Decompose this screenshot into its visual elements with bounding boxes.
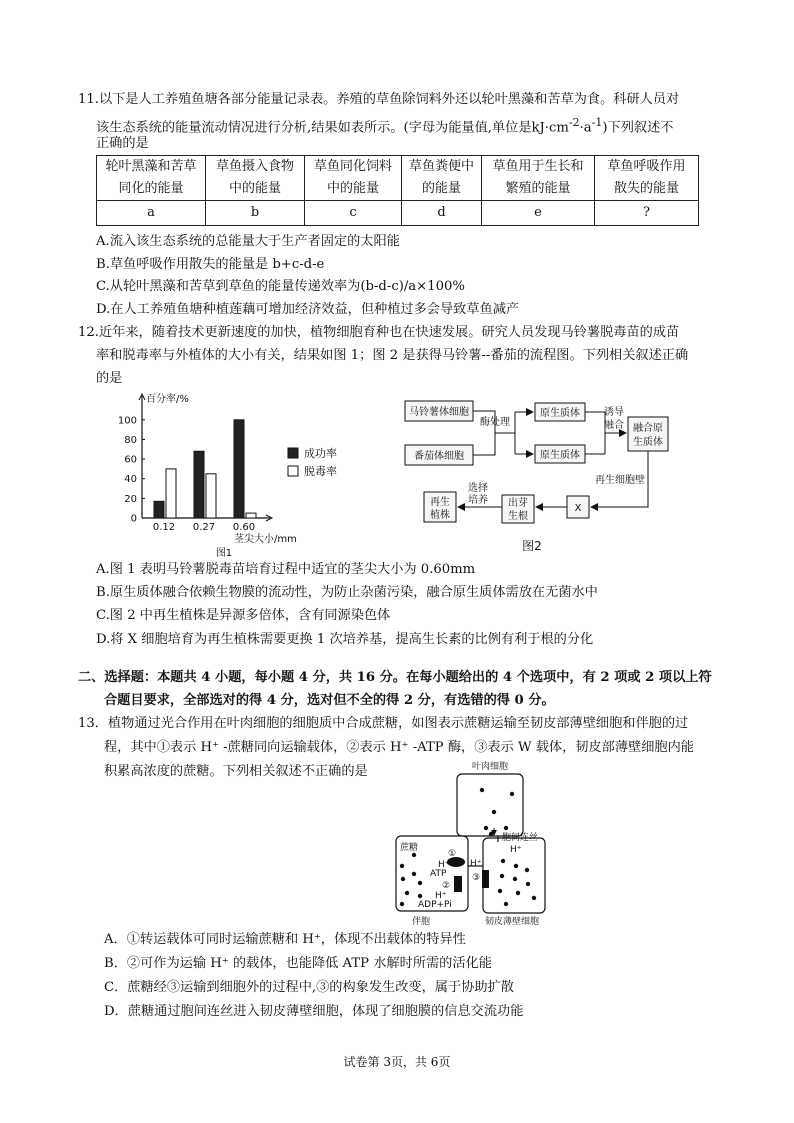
q11-unit-sup1: -2	[568, 116, 580, 129]
fig2-fusion-label: 融合	[604, 420, 624, 431]
x-tick-label: 0.27	[192, 522, 216, 533]
adp-label: ADP+Pi	[418, 900, 452, 910]
fig2-protoplast-label-2: 原生质体	[540, 450, 580, 461]
fig2-induce-label: 诱导	[604, 407, 624, 418]
q12-option-b: B.原生质体融合依赖生物膜的流动性，为防止杂菌污染，融合原生质体需放在无菌水中	[96, 585, 598, 600]
fig2-plant-label-1: 再生	[430, 497, 450, 508]
q13-option-d: D．蔗糖通过胞间连丝进入韧皮薄壁细胞，体现了细胞膜的信息交流功能	[104, 1004, 524, 1019]
energy-table-cell: c	[305, 201, 402, 226]
bar-detox	[246, 513, 256, 518]
flow-line	[585, 412, 605, 454]
energy-table-cell: b	[206, 201, 305, 226]
x-tick-label: 0.60	[232, 522, 256, 533]
fig2-protoplast-label-1: 原生质体	[540, 408, 580, 419]
section2-instructions-line2: 合题目要求，全部选对的得 4 分，选对但不全的得 2 分，有选错的得 0 分。	[104, 693, 555, 708]
q13-option-b: B．②可作为运输 H⁺ 的载体，也能降低 ATP 水解时所需的活化能	[104, 956, 492, 971]
carrier-1-label: ①	[448, 849, 457, 859]
y-tick-label: 0	[130, 513, 137, 525]
h-ion-label-2: H⁺	[435, 891, 447, 901]
legend-swatch	[288, 448, 298, 458]
q12-line3: 的是	[96, 371, 123, 386]
q11-option-b: B.草鱼呼吸作用散失的能量是 b+c-d-e	[96, 257, 325, 272]
q11-line2b: )下列叙述不	[602, 120, 674, 136]
fig2-potato-label: 马铃薯体细胞	[409, 407, 469, 418]
fig2-x-label: X	[574, 503, 582, 514]
fig2-flowchart	[400, 393, 682, 555]
energy-table-header: 草鱼呼吸作用 散失的能量	[595, 156, 699, 201]
mesophyll-cell	[457, 774, 523, 836]
bar-success	[194, 451, 204, 518]
fig2-plant-label-2: 植株	[430, 510, 450, 521]
q13-line1: 13．植物通过光合作用在叶肉细胞的细胞质中合成蔗糖，如图表示蔗糖运输至韧皮部薄壁细胞和伴胞的过	[78, 716, 689, 731]
fig2-fused-label-1: 融合原	[633, 423, 663, 434]
carrier-2-shape	[454, 876, 462, 892]
atp-label: ATP	[430, 869, 447, 879]
bar-success	[234, 420, 244, 518]
bar-detox	[206, 474, 216, 518]
q11-line2a: 该生态系统的能量流动情况进行分析,结果如表所示。(字母为能量值,单位是kJ·cm	[96, 120, 569, 136]
fig2-caption: 图2	[522, 539, 542, 553]
y-tick-label: 80	[124, 434, 137, 446]
mesophyll-cell-label: 叶肉细胞	[472, 762, 509, 772]
q11-option-c: C.从轮叶黑藻和苦草到草鱼的能量传递效率为(b-d-c)/a×100%	[96, 279, 465, 294]
q12-line2: 率和脱毒率与外植体的大小有关，结果如图 1；图 2 是获得马铃薯--番茄的流程图。下列相关叙述正确	[96, 348, 689, 363]
fig2-cell-wall-label: 再生细胞壁	[595, 475, 645, 486]
y-tick-label: 60	[124, 454, 137, 466]
fig2-fused-label-2: 生质体	[633, 437, 663, 448]
energy-table-header: 草鱼粪便中 的能量	[402, 156, 482, 201]
plasmodesma-label: 胞间连丝	[502, 833, 539, 843]
flow-line	[473, 433, 495, 455]
h-ion-label-3: H⁺	[470, 859, 482, 869]
energy-table-cell: a	[97, 201, 206, 226]
fig2-enzyme-label: 酶处理	[480, 417, 510, 428]
y-tick-label: 100	[117, 415, 137, 427]
companion-cell-label: 伴胞	[412, 917, 431, 927]
page-footer: 试卷第 3页，共 6页	[343, 1055, 451, 1069]
q13-option-a: A．①转运载体可同时运输蔗糖和 H⁺，体现不出载体的特异性	[104, 932, 466, 947]
q11-option-a: A.流入该生态系统的总能量大于生产者固定的太阳能	[96, 234, 400, 249]
energy-table-header: 草鱼摄入食物 中的能量	[206, 156, 305, 201]
energy-table-cell: ?	[595, 201, 699, 226]
fig2-culture-label: 培养	[468, 495, 488, 506]
bar-success	[154, 501, 164, 518]
q13-option-c: C．蔗糖经③运输到细胞外的过程中,③的构象发生改变，属于协助扩散	[104, 980, 514, 995]
fig2-select-label: 选择	[468, 483, 488, 494]
fig1-bar-chart	[110, 388, 380, 560]
phloem-parenchyma-label: 韧皮薄壁细胞	[485, 917, 540, 927]
h-ion-label-1: H⁺	[438, 860, 450, 870]
q13-cell-diagram	[390, 758, 560, 930]
y-tick-label: 20	[124, 493, 137, 505]
x-axis-label: 茎尖大小/mm	[234, 534, 297, 545]
energy-table-header: 草鱼同化饲料 中的能量	[305, 156, 402, 201]
q11-line3: 正确的是	[96, 136, 149, 151]
q12-option-a: A.图 1 表明马铃薯脱毒苗培育过程中适宜的茎尖大小为 0.60mm	[96, 562, 476, 577]
energy-table-header: 轮叶黑藻和苦草 同化的能量	[97, 156, 206, 201]
legend-label: 成功率	[304, 447, 337, 460]
bar-detox	[166, 469, 176, 518]
q11-line1: 11.以下是人工养殖鱼塘各部分能量记录表。养殖的草鱼除饲料外还以轮叶黑藻和苦草为食。科研人员对	[78, 92, 680, 107]
q11-unit-sup2: -1	[591, 116, 603, 129]
y-axis-label: 百分率/%	[146, 394, 189, 405]
section2-instructions-line1: 二、选择题：本题共 4 小题，每小题 4 分，共 16 分。在每小题给出的 4 个选项中，有 2 项或 2 项以上符	[78, 670, 712, 685]
fig2-root-label: 生根	[508, 511, 528, 522]
fig2-tomato-label: 番茄体细胞	[414, 451, 464, 462]
q11-line2	[96, 113, 673, 138]
carrier-3-label: ③	[472, 873, 481, 883]
carrier-3-shape	[482, 870, 489, 888]
fig1-caption: 图1	[215, 548, 233, 559]
q12-option-c: C.图 2 中再生植株是异源多倍体，含有同源染色体	[96, 608, 391, 623]
legend-label: 脱毒率	[304, 465, 337, 478]
h-ion-label-4: H⁺	[510, 845, 522, 855]
energy-table	[96, 155, 699, 226]
fig2-bud-label: 出芽	[508, 498, 528, 509]
x-tick-label: 0.12	[152, 522, 176, 533]
q12-option-d: D.将 X 细胞培育为再生植株需要更换 1 次培养基，提高生长素的比例有利于根的分化	[96, 632, 594, 647]
energy-table-value-row	[97, 201, 699, 226]
energy-table-cell: e	[482, 201, 595, 226]
q12-line1: 12.近年来，随着技术更新速度的加快，植物细胞育种也在快速发展。研究人员发现马铃薯脱毒苗的成苗	[78, 325, 680, 340]
energy-table-header: 草鱼用于生长和 繁殖的能量	[482, 156, 595, 201]
carrier-2-label: ②	[442, 881, 451, 891]
sucrose-label: 蔗糖	[400, 843, 419, 853]
energy-table-cell: d	[402, 201, 482, 226]
legend-swatch	[288, 466, 298, 476]
q13-line2: 程，其中①表示 H⁺ -蔗糖同向运输载体，②表示 H⁺ -ATP 酶，③表示 W 载体，韧皮部薄壁细胞内能	[104, 740, 694, 755]
y-tick-label: 40	[124, 474, 137, 486]
q13-line3: 积累高浓度的蔗糖。下列相关叙述不正确的是	[104, 764, 368, 779]
energy-table-header-row	[97, 156, 699, 201]
q11-option-d: D.在人工养殖鱼塘种植莲藕可增加经济效益，但种植过多会导致草鱼减产	[96, 302, 520, 317]
q11-unit-mid: ·a	[579, 120, 592, 136]
